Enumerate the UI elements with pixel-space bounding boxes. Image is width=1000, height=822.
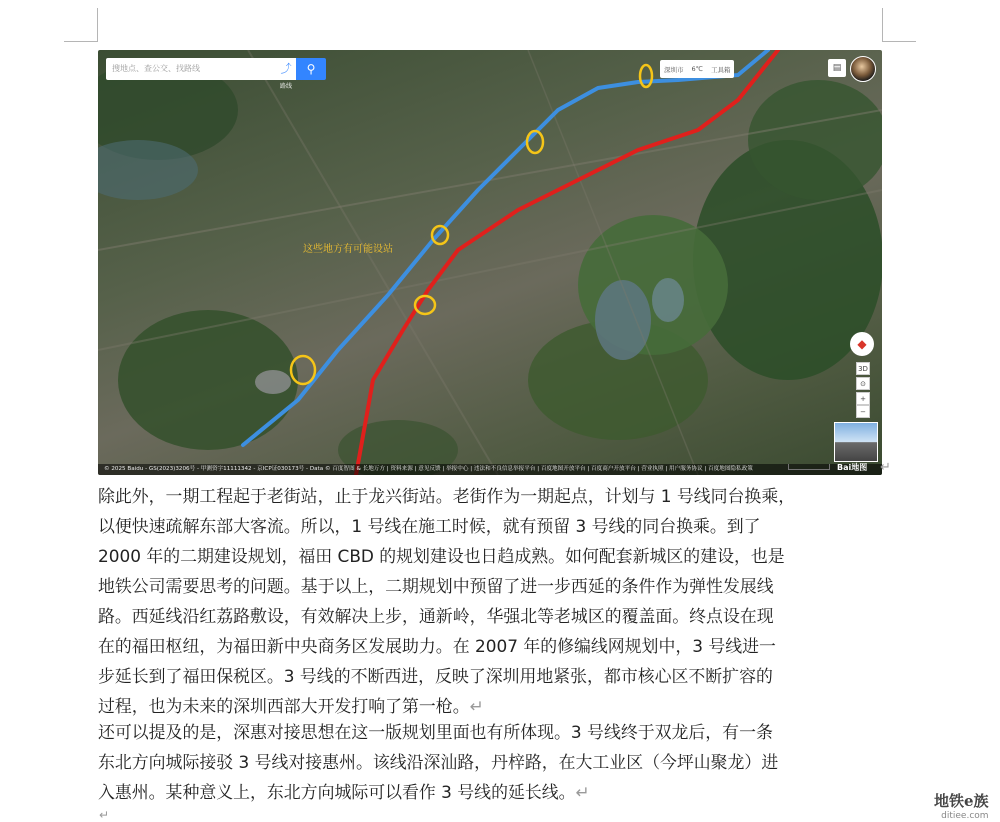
crop-mark-top-left-h [64,41,98,42]
station-circle [640,65,652,87]
map-top-bar [660,60,734,78]
satellite-map-image [98,50,882,475]
text-line: 除此外，一期工程起于老街站，止于龙兴街站。老街作为一期起点，计划与 1 号线同台换乘， [98,486,796,506]
watermark-title: 地铁e族 [934,792,989,810]
body-paragraph-2 [98,717,898,807]
route-label: 路线 [280,83,293,90]
text-line: 地铁公司需要思考的问题。基于以上，二期规划中预留了进一步西延的条件作为弹性发展线 [98,576,774,596]
text-line: 还可以提及的是，深惠对接思想在这一版规划里面也有所体现。3 号线终于双龙后，有一条 [98,722,773,742]
map-search-input[interactable]: 搜地点、查公交、找路线 [106,58,286,80]
text-line: 在的福田枢纽，为福田新中央商务区发展助力。在 2007 年的修编线网规划中，3 号线进一 [98,636,776,656]
3d-toggle-button[interactable]: 3D [856,362,870,375]
body-paragraph-1 [98,481,898,721]
text-line: 以便快速疏解东部大客流。所以，1 号线在施工时候，就有预留 3 号线的同台换乘。到了 [98,516,761,536]
map-terrain [98,50,882,475]
toolbox-button[interactable]: 工具箱 [710,65,731,74]
map-copyright: © 2025 Baidu - GS(2023)3206号 - 甲测资字11111342 - 京ICP证030173号 - Data © 百度智图 & 长地万方 | 资料来源 | 意见反馈 | 举报中心 | 违法和不良信息举报平台 | 百度地图开放平台 | 百度商户开放平台 | 营业执照 | 用户服务协议 | 百度地图隐私政策 [98,464,882,475]
search-icon[interactable]: ⚲ [296,58,326,80]
text-line: 入惠州。某种意义上，东北方向城际可以看作 3 号线的延长线。↵ [98,782,590,802]
locate-button[interactable]: ⊙ [856,377,870,390]
baidu-logo: Bai地图 [837,463,868,472]
map-annotation-text: 这些地方有可能设站 [303,244,393,255]
street-view-thumbnail[interactable] [834,422,878,462]
paragraph-mark: ↵ [575,782,590,802]
watermark-url: ditiee.com [941,811,989,821]
text-line: 步延长到了福田保税区。3 号线的不断西进，反映了深圳用地紧张，都市核心区不断扩容的 [98,666,773,686]
text-line: 2000 年的二期建设规划，福田 CBD 的规划建设也日趋成熟。如何配套新城区的建设，也是 [98,546,785,566]
paragraph-mark: ↵ [469,696,484,716]
weather-display: 6℃ [691,65,703,73]
empty-paragraph-mark: ↵ [99,808,110,822]
crop-mark-top-left-v [97,8,98,42]
zoom-in-button[interactable]: + [856,392,870,405]
paragraph-mark: ↵ [880,460,891,475]
text-line: 东北方向城际接驳 3 号线对接惠州。该线沿深汕路，丹梓路，在大工业区（今坪山聚龙）进 [98,752,779,772]
city-selector[interactable]: 深圳市 [664,65,684,74]
text-line: 路。西延线沿红荔路敷设，有效解决上步，通新岭，华强北等老城区的覆盖面。终点设在现 [98,606,774,626]
crop-mark-top-right-v [882,8,883,42]
message-icon[interactable]: ▤ [828,59,846,77]
text-line: 过程，也为未来的深圳西部大开发打响了第一枪。↵ [98,696,484,716]
route-icon[interactable]: ⤴ [276,58,296,80]
zoom-out-button[interactable]: − [856,405,870,418]
watermark [934,790,989,821]
compass-icon[interactable]: ◆ [850,332,874,356]
crop-mark-top-right-h [882,41,916,42]
avatar[interactable] [850,56,876,82]
